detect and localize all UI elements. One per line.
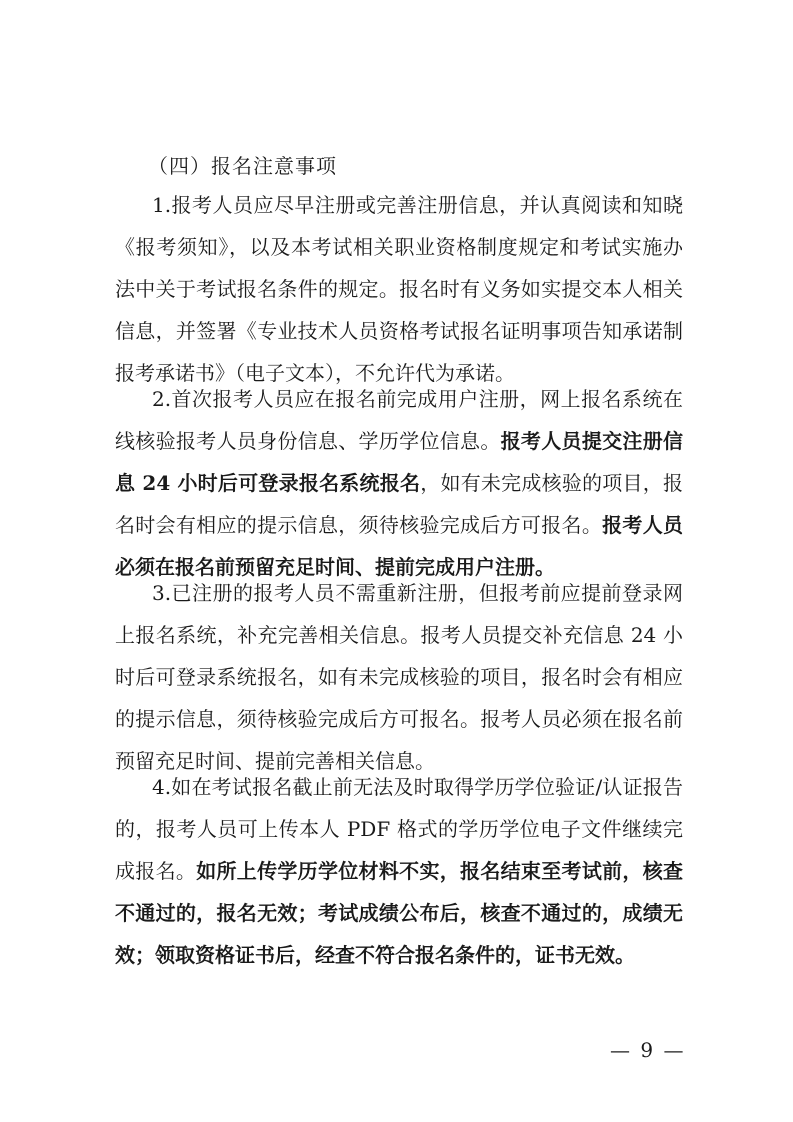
paragraph-2-text: 2.首次报考人员应在报名前完成用户注册，网上报名系统在线核验报考人员身份信息、学历学位信息。 <box>115 387 683 453</box>
paragraph-4-text: 4.如在考试报名截止前无法及时取得学历学位验证/认证报告的，报考人员可上传本人 PDF 格式的学历学位电子文件继续完成报名。 <box>115 775 683 883</box>
paragraph-1 <box>115 184 683 394</box>
paragraph-1-text: 1.报考人员应尽早注册或完善注册信息，并认真阅读和知晓《报考须知》，以及本考试相关职业资格制度规定和考试实施办法中关于考试报名条件的规定。报名时有义务如实提交本人相关信息，并签署《专业技术人员资格考试报名证明事项告知承诺制报考承诺书》（电子文本），不允许代为承诺。 <box>115 193 683 385</box>
paragraph-2-bold-register-notice: 报考人员必须在报名前预留充足时间、提前完成用户注册。 <box>115 513 684 579</box>
paragraph-2-text-cont: ，如有未完成核验的项目，报名时会有相应的提示信息，须待核验完成后方可报名。 <box>115 471 684 537</box>
paragraph-4-bold-invalid-notice: 如所上传学历学位材料不实，报名结束至考试前，核查不通过的，报名无效；考试成绩公布后，核查不通过的，成绩无效；领取资格证书后，经查不符合报名条件的，证书无效。 <box>115 859 684 967</box>
paragraph-4 <box>115 766 683 976</box>
page-number: — 9 — <box>610 1038 686 1062</box>
paragraph-2 <box>115 378 683 588</box>
section-heading: （四）报名注意事项 <box>148 154 337 178</box>
paragraph-3 <box>115 572 683 782</box>
paragraph-3-text: 3.已注册的报考人员不需重新注册，但报考前应提前登录网上报名系统，补充完善相关信息。报考人员提交补充信息 24 小时后可登录系统报名，如有未完成核验的项目，报名时会有相应的提示信息，须待核验完成后方可报名。报考人员必须在报名前预留充足时间、提前完善相关信息。 <box>115 581 683 773</box>
paragraph-2-bold-login-notice: 报考人员提交注册信息 24 小时后可登录报名系统报名 <box>115 429 684 495</box>
